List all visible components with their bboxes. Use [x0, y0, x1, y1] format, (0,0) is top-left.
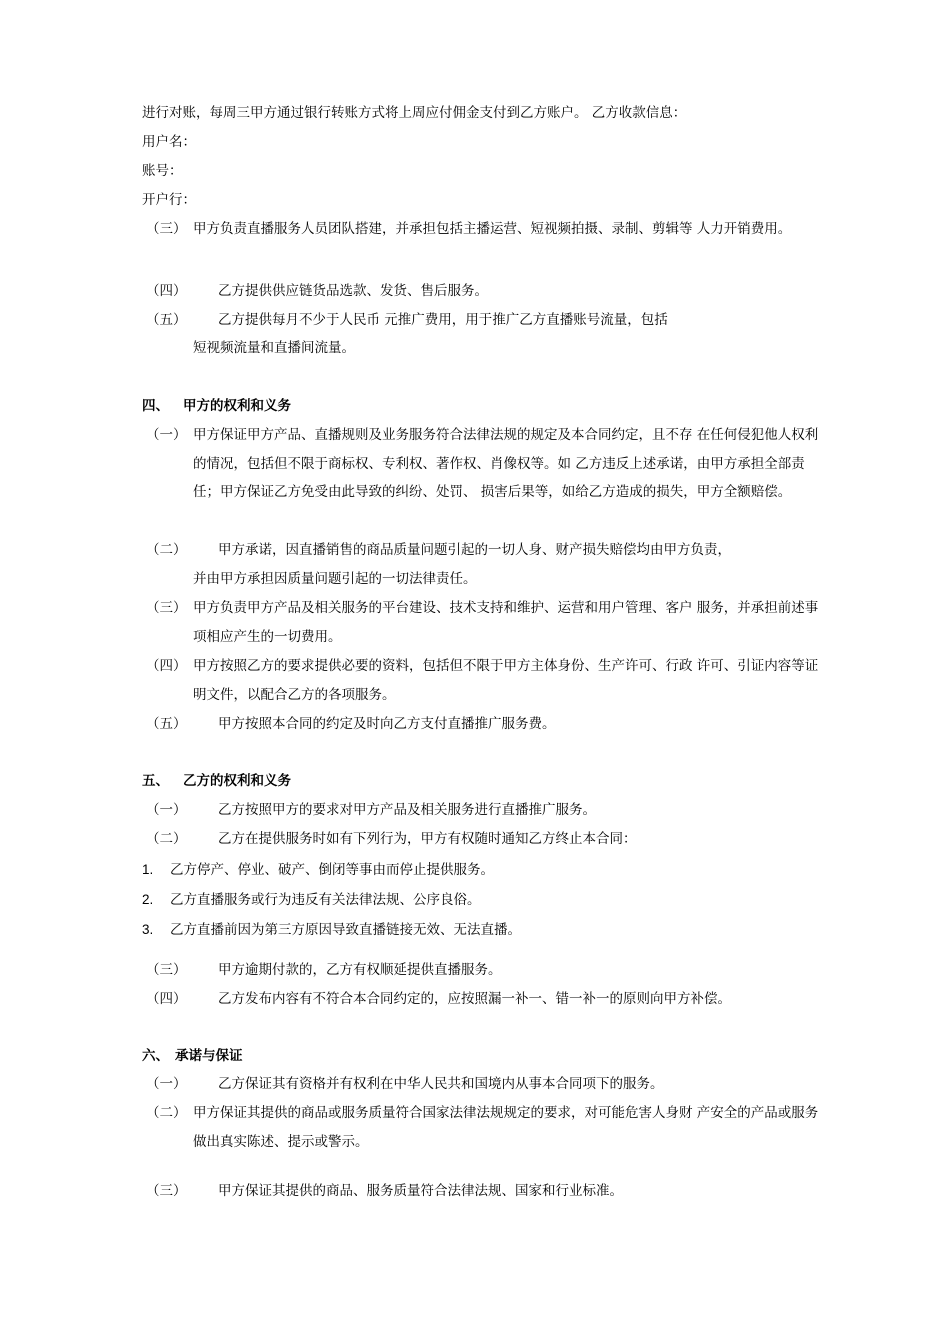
item-marker: （三） — [146, 1183, 187, 1199]
clause-text: 乙方保证其有资格并有权利在中华人民共和国境内从事本合同项下的服务。 — [218, 1076, 664, 1092]
section-number: 五、 — [142, 773, 169, 789]
item-marker: （二） — [146, 542, 187, 558]
list-number: 1. — [142, 862, 154, 877]
clause-text: 甲方按照本合同的约定及时向乙方支付直播推广服务费。 — [218, 716, 556, 732]
section-number: 六、 — [142, 1048, 169, 1064]
item-marker: （三） — [146, 600, 187, 616]
label-bank: 开户行： — [142, 192, 196, 208]
clause-text: 甲方保证其提供的商品、服务质量符合法律法规、国家和行业标准。 — [218, 1183, 623, 1199]
item-marker: （三） — [146, 962, 187, 978]
clause-text: 甲方保证其提供的商品或服务质量符合国家法律法规规定的要求，对可能危害人身财 产安全的产品或服务做出真实陈述、提示或警示。 — [193, 1105, 819, 1150]
item-marker: （三） — [146, 221, 187, 237]
list-item-text: 乙方停产、停业、破产、倒闭等事由而停止提供服务。 — [170, 862, 494, 878]
clause-text: 乙方提供供应链货品选款、发货、售后服务。 — [218, 283, 488, 299]
list-number: 2. — [142, 892, 154, 907]
section-number: 四、 — [142, 398, 169, 414]
list-number: 3. — [142, 922, 154, 937]
item-marker: （一） — [146, 427, 187, 443]
item-marker: （一） — [146, 1076, 187, 1092]
clause-text: 甲方逾期付款的，乙方有权顺延提供直播服务。 — [218, 962, 502, 978]
clause-text: 甲方按照乙方的要求提供必要的资料，包括但不限于甲方主体身份、生产许可、行政 许可、引证内容等证明文件，以配合乙方的各项服务。 — [193, 658, 819, 703]
clause-text: 甲方负责直播服务人员团队搭建，并承担包括主播运营、短视频拍摄、录制、剪辑等 人力开销费用。 — [193, 221, 792, 237]
list-item-text: 乙方直播前因为第三方原因导致直播链接无效、无法直播。 — [170, 922, 521, 938]
item-marker: （四） — [146, 283, 187, 299]
item-marker: （一） — [146, 802, 187, 818]
item-marker: （四） — [146, 991, 187, 1007]
clause-text-continued: 并由甲方承担因质量问题引起的一切法律责任。 — [193, 571, 477, 587]
item-marker: （二） — [146, 831, 187, 847]
item-marker: （二） — [146, 1105, 187, 1121]
label-account: 账号： — [142, 163, 183, 179]
clause-text: 甲方承诺，因直播销售的商品质量问题引起的一切人身、财产损失赔偿均由甲方负责， — [218, 542, 731, 558]
item-marker: （五） — [146, 716, 187, 732]
clause-text: 乙方提供每月不少于人民币 元推广费用，用于推广乙方直播账号流量，包括 — [218, 312, 668, 328]
item-marker: （五） — [146, 312, 187, 328]
clause-text: 甲方保证甲方产品、直播规则及业务服务符合法律法规的规定及本合同约定，且不存 在任何侵犯他人权利的情况，包括但不限于商标权、专利权、著作权、肖像权等。如 乙方违反上述承诺，由甲方承担全部责任；甲方保证乙方免受由此导致的纠纷、处罚、 损害后果等，如给乙方造成的损失，甲方全额赔偿。 — [193, 427, 819, 500]
clause-text-continued: 短视频流量和直播间流量。 — [193, 340, 355, 356]
clause-text: 乙方发布内容有不符合本合同约定的，应按照漏一补一、错一补一的原则向甲方补偿。 — [218, 991, 731, 1007]
section-title: 甲方的权利和义务 — [183, 398, 291, 414]
clause-text: 乙方按照甲方的要求对甲方产品及相关服务进行直播推广服务。 — [218, 802, 596, 818]
list-item-text: 乙方直播服务或行为违反有关法律法规、公序良俗。 — [170, 892, 481, 908]
label-username: 用户名： — [142, 134, 196, 150]
paragraph-payment: 进行对账，每周三甲方通过银行转账方式将上周应付佣金支付到乙方账户。 乙方收款信息： — [142, 105, 687, 121]
clause-text: 甲方负责甲方产品及相关服务的平台建设、技术支持和维护、运营和用户管理、客户 服务，并承担前述事项相应产生的一切费用。 — [193, 600, 819, 645]
section-title: 承诺与保证 — [175, 1048, 243, 1064]
section-title: 乙方的权利和义务 — [183, 773, 291, 789]
clause-text: 乙方在提供服务时如有下列行为，甲方有权随时通知乙方终止本合同： — [218, 831, 637, 847]
item-marker: （四） — [146, 658, 187, 674]
